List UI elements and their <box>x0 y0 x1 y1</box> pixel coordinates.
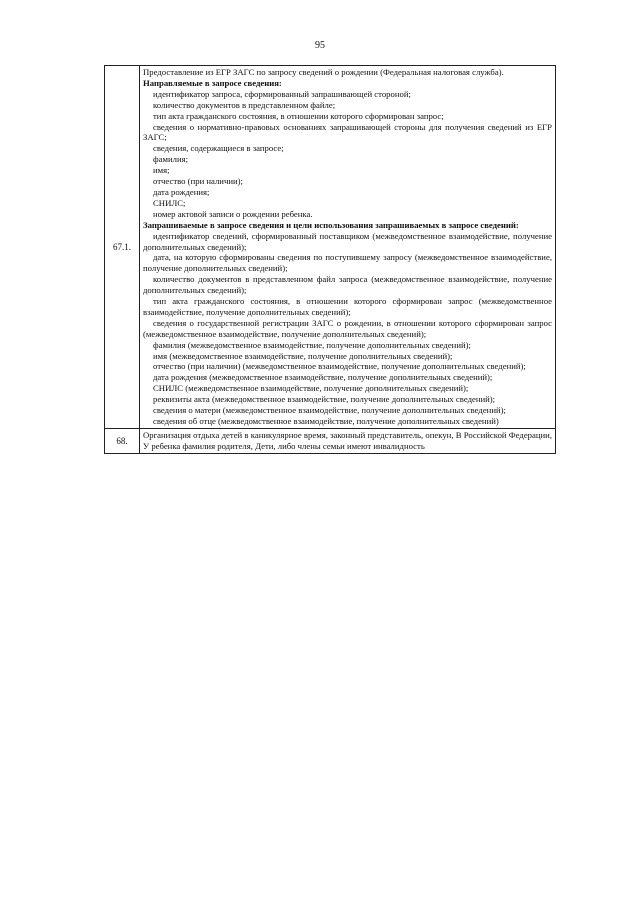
content-line: сведения о матери (межведомственное взаимодействие, получение дополнительных сведений); <box>153 405 506 416</box>
section-heading: Направляемые в запросе сведения: <box>143 77 282 88</box>
content-line: количество документов в представленном файл запроса (межведомственное взаимодействие, получение дополнительных сведений); <box>143 274 552 296</box>
content-line: идентификатор сведений, сформированный поставщиком (межведомственное взаимодействие, получение дополнительных сведений); <box>143 230 552 252</box>
table-row <box>105 428 556 453</box>
content-line: сведения о нормативно-правовых основаниях запрашивающей стороны для получения сведений из ЕГР ЗАГС; <box>143 121 552 143</box>
row-content <box>140 428 556 453</box>
content-line: номер актовой записи о рождении ребенка. <box>153 208 313 219</box>
table-body <box>105 66 556 454</box>
content-line: реквизиты акта (межведомственное взаимодействие, получение дополнительных сведений); <box>153 394 496 405</box>
content-line: дата, на которую сформированы сведения по поступившему запросу (межведомственное взаимодействие, получение дополнительных сведений); <box>143 252 552 274</box>
table-row <box>105 66 556 429</box>
content-line: сведения о государственной регистрации ЗАГС о рождении, в отношении которого сформирован запрос (межведомственное взаимодействие, получение дополнительных сведений); <box>143 317 552 339</box>
content-line: СНИЛС; <box>153 197 186 208</box>
content-line: сведения, содержащиеся в запросе; <box>153 143 284 154</box>
row-number: 68. <box>105 428 140 453</box>
content-line: СНИЛС (межведомственное взаимодействие, получение дополнительных сведений); <box>153 383 469 394</box>
content-line: Организация отдыха детей в каникулярное время, законный представитель, опекун, В Российской Федерации, У ребенка фамилия родителя, Дети, либо члены семьи имеют инвалидность <box>143 429 552 451</box>
content-line: отчество (при наличии); <box>153 176 243 187</box>
content-line: дата рождения; <box>153 186 210 197</box>
content-line: отчество (при наличии) (межведомственное взаимодействие, получение дополнительных сведений); <box>153 361 526 372</box>
content-line: фамилия; <box>153 154 189 165</box>
content-line: тип акта гражданского состояния, в отношении которого сформирован запрос; <box>153 110 444 121</box>
content-line: фамилия (межведомственное взаимодействие, получение дополнительных сведений); <box>153 339 471 350</box>
content-line: сведения об отце (межведомственное взаимодействие, получение дополнительных сведений) <box>153 416 499 426</box>
page-number: 95 <box>315 40 325 51</box>
content-line: Предоставление из ЕГР ЗАГС по запросу сведений о рождении (Федеральная налоговая служба). <box>143 67 504 77</box>
content-line: идентификатор запроса, сформированный запрашивающей стороной; <box>153 88 411 99</box>
row-number: 67.1. <box>105 66 140 429</box>
content-line: дата рождения (межведомственное взаимодействие, получение дополнительных сведений); <box>153 372 493 383</box>
row-content <box>140 66 556 429</box>
content-line: имя; <box>153 165 170 176</box>
content-line: количество документов в представленном файле; <box>153 99 336 110</box>
document-table <box>104 65 556 454</box>
content-line: имя (межведомственное взаимодействие, получение дополнительных сведений); <box>153 350 453 361</box>
section-heading: Запрашиваемые в запросе сведения и цели использования запрашиваемых в запросе сведений: <box>143 219 519 230</box>
content-line: тип акта гражданского состояния, в отношении которого сформирован запрос (межведомственное взаимодействие, получение дополнительных сведений); <box>143 296 552 317</box>
